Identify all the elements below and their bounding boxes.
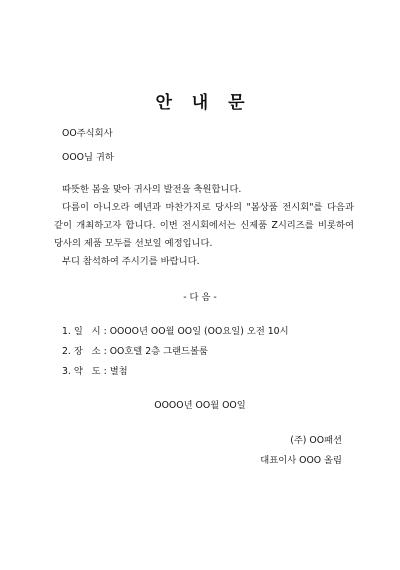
document-date: OOOO년 OO월 OO일 [154, 400, 246, 411]
document-title: 안 내 문 [155, 93, 252, 113]
sender-name: 대표이사 OOO 올림 [260, 455, 342, 466]
recipient-company: OO주식회사 [62, 128, 113, 139]
paragraph-main: 다름이 아니오라 예년과 마찬가지로 당사의 "봄상품 전시회"를 다음과 같이 개최하고자 합니다. 이번 전시회에서는 신제품 Z시리즈를 비롯하여 당사의 제품 모두를 선보일 예정입니다. [54, 202, 354, 249]
recipient-person: OOO님 귀하 [62, 152, 114, 163]
body-text [54, 181, 354, 271]
item-location: 2. 장 소 : OO호텔 2층 그랜드볼룸 [62, 346, 209, 357]
item-map: 3. 약 도 : 별첨 [62, 366, 128, 377]
paragraph-request: 부디 참석하여 주시기를 바랍니다. [62, 256, 200, 267]
item-datetime: 1. 일 시 : OOOO년 OO월 OO일 (OO요일) 오전 10시 [62, 326, 289, 337]
notice-heading: - 다 음 - [183, 292, 217, 303]
sender-company: (주) OO패션 [290, 435, 342, 446]
paragraph-greeting: 따뜻한 봄을 맞아 귀사의 발전을 축원합니다. [62, 184, 242, 195]
